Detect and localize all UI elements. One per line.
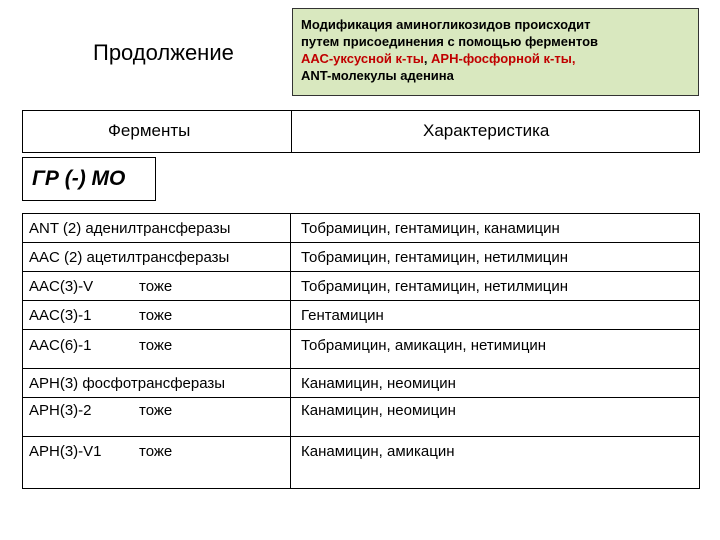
table-row <box>23 437 699 489</box>
drugs-cell: Канамицин, неомицин <box>301 402 456 419</box>
same-note: тоже <box>139 443 173 460</box>
page-title: Продолжение <box>93 40 234 65</box>
same-note: тоже <box>139 337 173 354</box>
note-box <box>292 8 699 96</box>
enzyme-cell: ANT (2) аденилтрансферазы <box>29 220 231 237</box>
table-row <box>23 214 699 243</box>
note-line-4: ANT-молекулы аденина <box>301 68 454 83</box>
enzyme-cell: APH(3) фосфотрансферазы <box>29 375 226 392</box>
note-aph: АРН-фосфорной к-ты, <box>431 51 576 66</box>
header-enzymes: Ферменты <box>108 121 191 140</box>
note-line-1: Модификация аминогликозидов происходит <box>301 17 591 32</box>
same-note: тоже <box>139 278 173 295</box>
drugs-cell: Гентамицин <box>301 307 384 324</box>
drugs-cell: Тобрамицин, гентамицин, канамицин <box>301 220 560 237</box>
enzyme-cell: AAC (2) ацетилтрансферазы <box>29 249 230 266</box>
note-line-2: путем присоединения с помощью ферментов <box>301 34 599 49</box>
table-row <box>23 330 699 369</box>
same-note: тоже <box>139 402 173 419</box>
table-row <box>23 398 699 437</box>
enzyme-cell: AAC(3)-1 <box>29 307 92 324</box>
drugs-cell: Канамицин, амикацин <box>301 443 455 460</box>
header-characteristics: Характеристика <box>423 121 550 140</box>
table-row <box>23 243 699 272</box>
header-divider <box>291 111 292 152</box>
drugs-cell: Канамицин, неомицин <box>301 375 456 392</box>
table-row <box>23 272 699 301</box>
group-label: ГР (-) МО <box>22 157 156 201</box>
enzyme-cell: AAC(6)-1 <box>29 337 92 354</box>
drugs-cell: Тобрамицин, амикацин, нетимицин <box>301 337 547 354</box>
enzyme-cell: APH(3)-2 <box>29 402 92 419</box>
same-note: тоже <box>139 307 173 324</box>
drugs-cell: Тобрамицин, гентамицин, нетилмицин <box>301 249 569 266</box>
table-row <box>23 369 699 398</box>
enzyme-cell: APH(3)-V1 <box>29 443 102 460</box>
drugs-cell: Тобрамицин, гентамицин, нетилмицин <box>301 278 569 295</box>
table-row <box>23 301 699 330</box>
note-line-3 <box>301 50 692 67</box>
enzyme-table <box>22 213 700 489</box>
note-aac: ААС-уксусной к-ты <box>301 51 424 66</box>
enzyme-cell: AAC(3)-V <box>29 278 94 295</box>
note-separator: , <box>423 51 432 66</box>
table-header <box>22 110 700 153</box>
